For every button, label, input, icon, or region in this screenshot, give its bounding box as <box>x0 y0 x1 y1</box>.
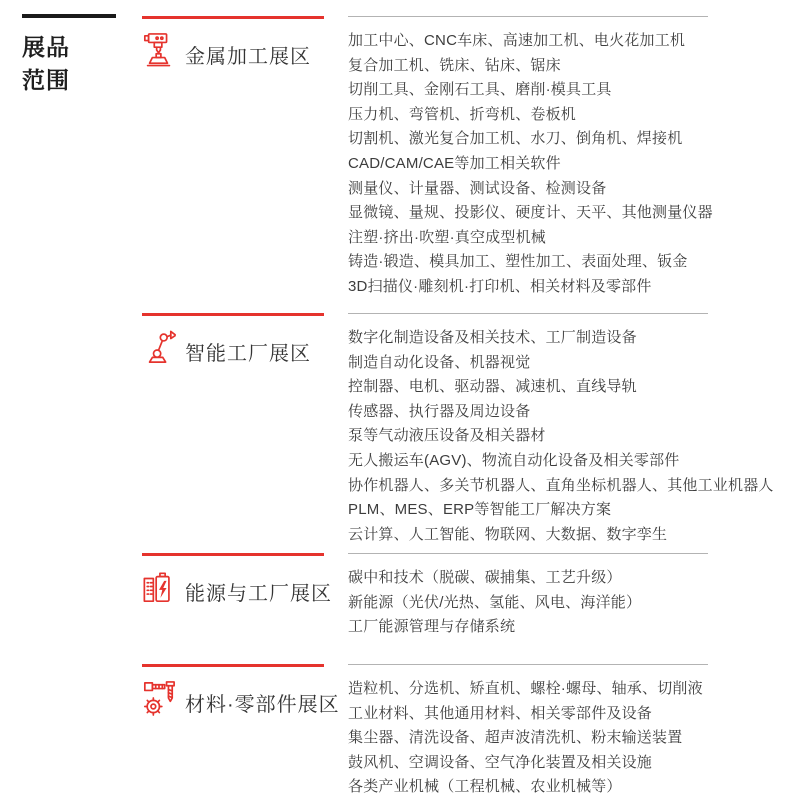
drill-press-icon <box>142 31 176 69</box>
page-title-line2: 范围 <box>22 67 70 93</box>
zone-item: 3D扫描仪·雕刻机·打印机、相关材料及零部件 <box>348 277 652 295</box>
zone-item: 切割机、激光复合加工机、水刀、倒角机、焊接机 <box>348 130 683 148</box>
zone-item-list <box>348 553 774 664</box>
page-title-line1: 展品 <box>22 34 70 60</box>
zone-item: 复合加工机、铣床、钻床、锯床 <box>348 56 561 74</box>
exhibition-zone <box>142 553 774 664</box>
zone-header <box>142 16 348 313</box>
zone-item: 测量仪、计量器、测试设备、检测设备 <box>348 179 607 197</box>
battery-energy-icon <box>142 568 176 606</box>
zone-item-list <box>348 664 774 800</box>
zone-header <box>142 664 348 800</box>
zone-item: PLM、MES、ERP等智能工厂解决方案 <box>348 501 612 519</box>
zone-item: 鼓风机、空调设备、空气净化装置及相关设施 <box>348 753 653 771</box>
zone-item: 无人搬运车(AGV)、物流自动化设备及相关零部件 <box>348 451 680 469</box>
zone-item: 切削工具、金刚石工具、磨削·模具工具 <box>348 81 612 99</box>
exhibition-zone-list <box>142 16 774 800</box>
exhibition-zone <box>142 313 774 553</box>
exhibition-zone <box>142 16 774 313</box>
heading-accent-bar <box>22 14 116 18</box>
zone-item: 注塑·挤出·吹塑·真空成型机械 <box>348 228 546 246</box>
zone-item: 协作机器人、多关节机器人、直角坐标机器人、其他工业机器人 <box>348 476 774 494</box>
zone-header <box>142 313 348 553</box>
zone-item: 新能源（光伏/光热、氢能、风电、海洋能） <box>348 593 642 611</box>
zone-item: 显微镜、量规、投影仪、硬度计、天平、其他测量仪器 <box>348 204 713 222</box>
zone-item: 加工中心、CNC车床、高速加工机、电火花加工机 <box>348 32 686 49</box>
zone-item: 造粒机、分选机、矫直机、螺栓·螺母、轴承、切削液 <box>348 680 703 697</box>
zone-item: 碳中和技术（脱碳、碳捕集、工艺升级） <box>348 569 622 586</box>
zone-title: 金属加工展区 <box>185 46 311 68</box>
zone-item: 数字化制造设备及相关技术、工厂制造设备 <box>348 329 637 346</box>
zone-item: 传感器、执行器及周边设备 <box>348 402 531 420</box>
zone-item: 云计算、人工智能、物联网、大数据、数字孪生 <box>348 525 668 543</box>
zone-item: 各类产业机械（工程机械、农业机械等） <box>348 778 622 796</box>
exhibition-zone <box>142 664 774 800</box>
zone-item: 集尘器、清洗设备、超声波清洗机、粉末输送装置 <box>348 729 683 747</box>
zone-item: 工厂能源管理与存储系统 <box>348 618 516 636</box>
zone-item-list <box>348 16 774 313</box>
zone-header <box>142 553 348 664</box>
zone-title: 能源与工厂展区 <box>185 583 332 605</box>
zone-item: CAD/CAM/CAE等加工相关软件 <box>348 154 561 172</box>
zone-item: 铸造·锻造、模具加工、塑性加工、表面处理、钣金 <box>348 253 688 271</box>
zone-item: 工业材料、其他通用材料、相关零部件及设备 <box>348 704 653 722</box>
zone-item: 制造自动化设备、机器视觉 <box>348 353 531 371</box>
zone-title: 材料·零部件展区 <box>185 694 340 716</box>
zone-item: 压力机、弯管机、折弯机、卷板机 <box>348 105 577 123</box>
zone-title: 智能工厂展区 <box>185 343 311 365</box>
robot-arm-icon <box>142 328 176 366</box>
bolt-screw-gear-icon <box>142 679 176 717</box>
page-heading <box>22 14 132 97</box>
zone-item: 泵等气动液压设备及相关器材 <box>348 427 546 445</box>
zone-item: 控制器、电机、驱动器、减速机、直线导轨 <box>348 378 637 396</box>
zone-item-list <box>348 313 774 553</box>
